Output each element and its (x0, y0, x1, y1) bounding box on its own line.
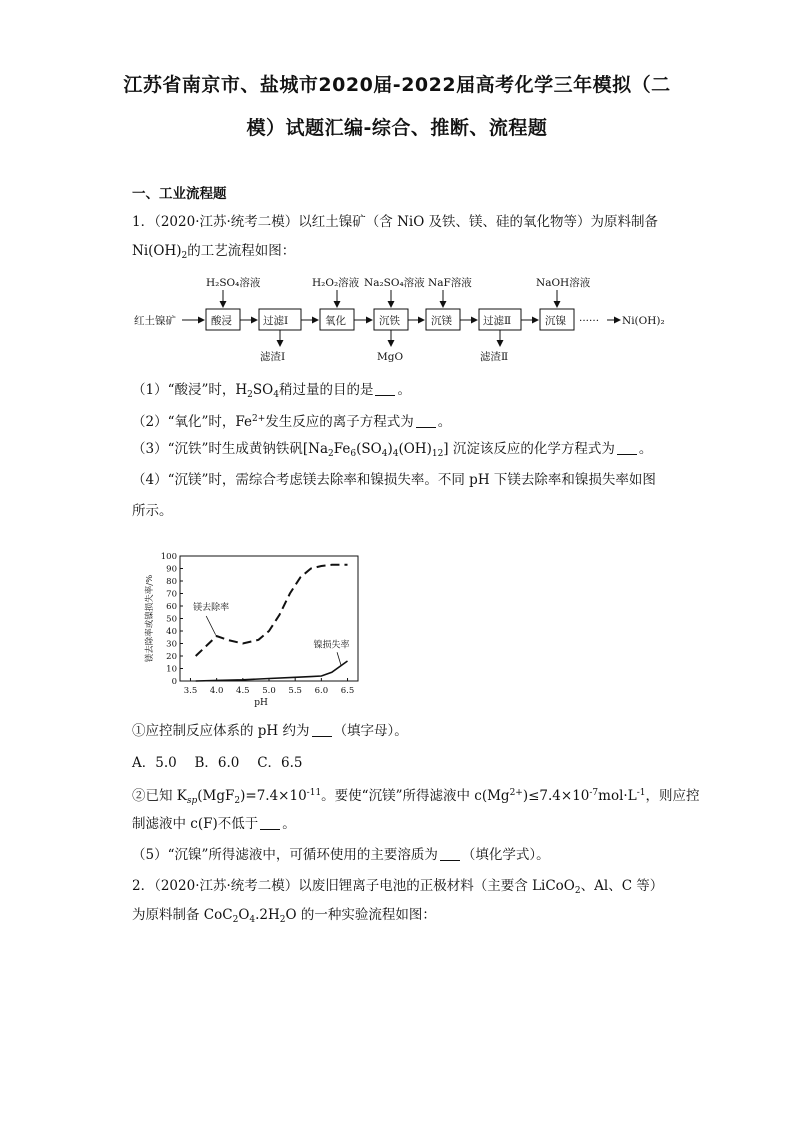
annotation-leader (206, 616, 215, 635)
flow-step-4: 沉铁 (379, 315, 400, 327)
x-tick-label: 6.0 (314, 686, 329, 696)
x-tick-label: 5.5 (288, 686, 302, 696)
q1-sub2-line2: 制滤液中 c(F)不低于 。 (132, 816, 296, 832)
y-tick-label: 20 (166, 652, 177, 662)
series-line-ni-loss (196, 661, 348, 681)
y-tick-label: 90 (166, 564, 177, 575)
x-tick-label: 3.5 (183, 686, 198, 696)
annotation-mg-removal: 镁去除率 (193, 602, 230, 613)
reagent-h2so4: H₂SO₄溶液 (206, 277, 261, 289)
answer-blank[interactable] (440, 848, 460, 861)
reagent-h2o2: H₂O₂溶液 (312, 277, 360, 289)
plot-frame (180, 556, 358, 681)
flow-step-2: 过滤Ⅰ (263, 315, 289, 327)
q1-sub1: ①应控制反应体系的 pH 约为 （填字母）。 (132, 723, 408, 739)
q1-options: A．5.0 B．6.0 C．6.5 (132, 755, 303, 771)
y-axis-label: 镁去除率或镍损失率/% (145, 574, 155, 663)
q1-part4-line1: （4）“沉镁”时，需综合考虑镁去除率和镍损失率。不同 pH 下镁去除率和镍损失率如图 (132, 472, 656, 488)
output-mgo: MgO (377, 351, 404, 363)
reagent-naoh: NaOH溶液 (536, 277, 591, 289)
y-tick-label: 30 (166, 639, 177, 650)
y-tick-label: 0 (171, 677, 177, 687)
answer-blank[interactable] (617, 442, 637, 455)
q1-intro-line2: $Ni(OH)_2$的工艺流程如图： (132, 243, 296, 261)
flow-step-1: 酸浸 (211, 315, 232, 327)
doc-title-line2: 模）试题汇编-综合、推断、流程题 (246, 117, 548, 139)
flow-step-3: 氧化 (325, 315, 346, 327)
reagent-naf: NaF溶液 (428, 277, 472, 289)
y-tick-label: 70 (166, 589, 177, 600)
process-flow-diagram (132, 272, 692, 367)
doc-title-line1: 江苏省南京市、盐城市2020届-2022届高考化学三年模拟（二 (123, 74, 671, 96)
answer-blank[interactable] (260, 817, 280, 830)
annotation-ni-loss: 镍损失率 (313, 640, 350, 651)
q1-part2: （2）“氧化”时，$Fe^{2+}$发生反应的离子方程式为 。 (132, 414, 452, 430)
q1-part5: （5）“沉镍”所得滤液中，可循环使用的主要溶质为 （填化学式）。 (132, 847, 550, 863)
reagent-na2so4: Na₂SO₄溶液 (364, 277, 425, 289)
x-tick-label: 4.5 (236, 686, 250, 696)
annotation-leader (337, 652, 341, 666)
flow-step-6: 过滤Ⅱ (483, 315, 512, 327)
flow-step-5: 沉镁 (431, 315, 452, 327)
q1-part4-line2: 所示。 (132, 503, 173, 519)
output-residue-2: 滤渣Ⅱ (480, 351, 509, 363)
q2-intro-line2: 为原料制备 $CoC_2O_4.2H_2O$ 的一种实验流程如图： (132, 907, 436, 925)
y-tick-label: 50 (166, 614, 177, 625)
flow-end: Ni(OH)₂ (622, 315, 665, 327)
flow-start: 红土镍矿 (134, 315, 176, 327)
answer-blank[interactable] (375, 383, 395, 396)
q1-part3: （3）“沉铁”时生成黄钠铁矾$[Na_2Fe_6(SO_4)_4(OH)_{12}]$ 沉淀该反应的化学方程式为 。 (132, 441, 653, 459)
x-tick-label: 5.0 (262, 686, 276, 696)
ph-rate-chart (140, 538, 370, 713)
section-heading: 一、工业流程题 (132, 186, 227, 202)
y-tick-label: 40 (166, 627, 177, 637)
answer-blank[interactable] (312, 724, 332, 737)
answer-blank[interactable] (416, 415, 436, 428)
x-tick-label: 4.0 (209, 686, 224, 696)
y-tick-label: 100 (160, 552, 177, 562)
flow-dots: ······ (579, 315, 600, 327)
x-axis-label: pH (254, 698, 268, 708)
y-tick-label: 10 (166, 664, 177, 675)
q1-sub2-line1: ②已知 $K_{sp}(MgF_2)=7.4\times 10^{-11}$。要使“沉镁”所得滤液中 $c(Mg^{2+})\le 7.4\times 10^{-7}mol\cdot L^{-1}$，则应控 (132, 788, 700, 806)
flow-step-7: 沉镍 (545, 315, 566, 327)
q1-part1: （1）“酸浸”时，$H_2SO_4$稍过量的目的是 。 (132, 382, 411, 400)
q1-intro-line1: 1．（2020·江苏·统考二模）以红土镍矿（含 NiO 及铁、镁、硅的氧化物等）为原料制备 (132, 214, 659, 230)
y-tick-label: 60 (166, 602, 177, 612)
output-residue-1: 滤渣Ⅰ (260, 351, 286, 363)
x-tick-label: 6.5 (340, 686, 355, 696)
y-tick-label: 80 (166, 577, 177, 587)
q2-intro-line1: 2．（2020·江苏·统考二模）以废旧锂离子电池的正极材料（主要含 LiCoO$_2$、Al、C 等） (132, 878, 664, 896)
